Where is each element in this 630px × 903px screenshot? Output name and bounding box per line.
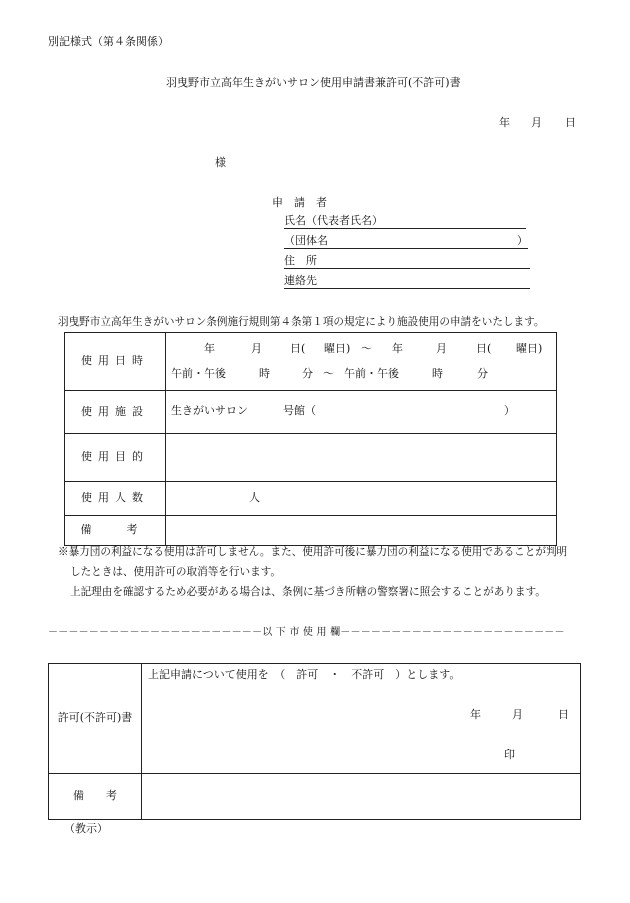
- applicant-group-field[interactable]: [284, 234, 528, 249]
- footnote-line-1: ※暴力団の利益になる使用は許可しません。また、使用許可後に暴力団の利益になる使用であることが判明: [58, 546, 568, 558]
- purpose-cell[interactable]: [166, 434, 557, 482]
- permit-date-month: 月: [512, 708, 523, 721]
- datetime-end-month: 月: [436, 342, 447, 355]
- datetime-row: [65, 333, 557, 391]
- datetime-start-year: 年: [204, 342, 215, 355]
- datetime-label: 使用日時: [65, 333, 166, 391]
- applicant-heading: 申 請 者: [272, 196, 327, 209]
- count-cell[interactable]: [166, 482, 557, 516]
- permit-seal: 印: [504, 748, 515, 761]
- facility-prefix: 生きがいサロン: [171, 404, 248, 417]
- purpose-row: [65, 434, 557, 482]
- city-use-divider: －－－－－－－－－－－－－－－－－－－－－以 下 市 使 用 欄－－－－－－－－－－－－－－－－－－－－－－: [48, 627, 565, 638]
- datetime-end-ampm: 午前・午後: [344, 367, 399, 380]
- count-unit: 人: [249, 491, 260, 505]
- permit-decision: 上記申請について使用を （ 許可 ・ 不許可 ）とします。: [148, 668, 461, 681]
- date-day-label: 日: [565, 116, 576, 129]
- datetime-end-day: 日(: [476, 342, 492, 355]
- city-notes-row: [49, 774, 581, 820]
- permit-cell[interactable]: [142, 664, 581, 774]
- form-reference: 別記様式（第４条関係）: [48, 35, 169, 48]
- applicant-group-label: （団体名: [284, 234, 328, 247]
- permit-row: [49, 664, 581, 774]
- notes-cell[interactable]: [166, 516, 557, 546]
- instruction-label: （教示）: [64, 822, 108, 835]
- facility-label: 使用施設: [65, 391, 166, 434]
- notes-label: 備 考: [65, 516, 166, 546]
- date-year-label: 年: [499, 116, 510, 129]
- applicant-contact-label: 連絡先: [284, 274, 317, 287]
- application-table: [64, 332, 557, 546]
- applicant-address-field[interactable]: [284, 254, 530, 269]
- city-notes-label: 備 考: [49, 774, 142, 820]
- facility-building: 号館（: [283, 404, 316, 417]
- datetime-start-hour: 時: [259, 367, 270, 380]
- datetime-end-minute: 分: [477, 367, 488, 380]
- count-label: 使用人数: [65, 482, 166, 516]
- datetime-start-day: 日(: [290, 342, 306, 355]
- datetime-tilde-1: ～: [361, 342, 372, 355]
- applicant-name-label: 氏名（代表者氏名）: [284, 214, 383, 227]
- notes-row: [65, 516, 557, 546]
- application-statement: 羽曳野市立高年生きがいサロン条例施行規則第４条第１項の規定により施設使用の申請をいたします。: [58, 316, 545, 328]
- purpose-label: 使用目的: [65, 434, 166, 482]
- datetime-end-hour: 時: [432, 367, 443, 380]
- date-month-label: 月: [531, 116, 542, 129]
- applicant-address-label: 住 所: [284, 254, 317, 267]
- footnote-line-2: したときは、使用許可の取消等を行います。: [70, 566, 282, 578]
- datetime-start-ampm: 午前・午後: [171, 367, 226, 380]
- datetime-tilde-2: ～: [323, 367, 334, 380]
- permit-label: 許可(不許可)書: [49, 664, 142, 774]
- facility-close: ）: [504, 404, 515, 417]
- count-row: [65, 482, 557, 516]
- permit-date-year: 年: [470, 708, 481, 721]
- datetime-start-month: 月: [251, 342, 262, 355]
- applicant-group-close: ）: [517, 234, 528, 247]
- permit-date-day: 日: [558, 708, 569, 721]
- facility-row: [65, 391, 557, 434]
- applicant-contact-field[interactable]: [284, 274, 530, 289]
- city-use-table: [48, 663, 581, 820]
- facility-cell[interactable]: [166, 391, 557, 434]
- datetime-start-minute: 分: [302, 367, 313, 380]
- footnote-line-3: 上記理由を確認するため必要がある場合は、条例に基づき所轄の警察署に照会することがあります。: [70, 586, 546, 598]
- city-notes-cell[interactable]: [142, 774, 581, 820]
- datetime-end-weekday: 曜日): [516, 342, 543, 355]
- addressee-honorific: 様: [215, 156, 226, 169]
- document-title: 羽曳野市立高年生きがいサロン使用申請書兼許可(不許可)書: [166, 76, 461, 89]
- applicant-name-field[interactable]: [284, 214, 526, 229]
- datetime-end-year: 年: [392, 342, 403, 355]
- datetime-cell[interactable]: [166, 333, 557, 391]
- datetime-start-weekday: 曜日): [324, 342, 351, 355]
